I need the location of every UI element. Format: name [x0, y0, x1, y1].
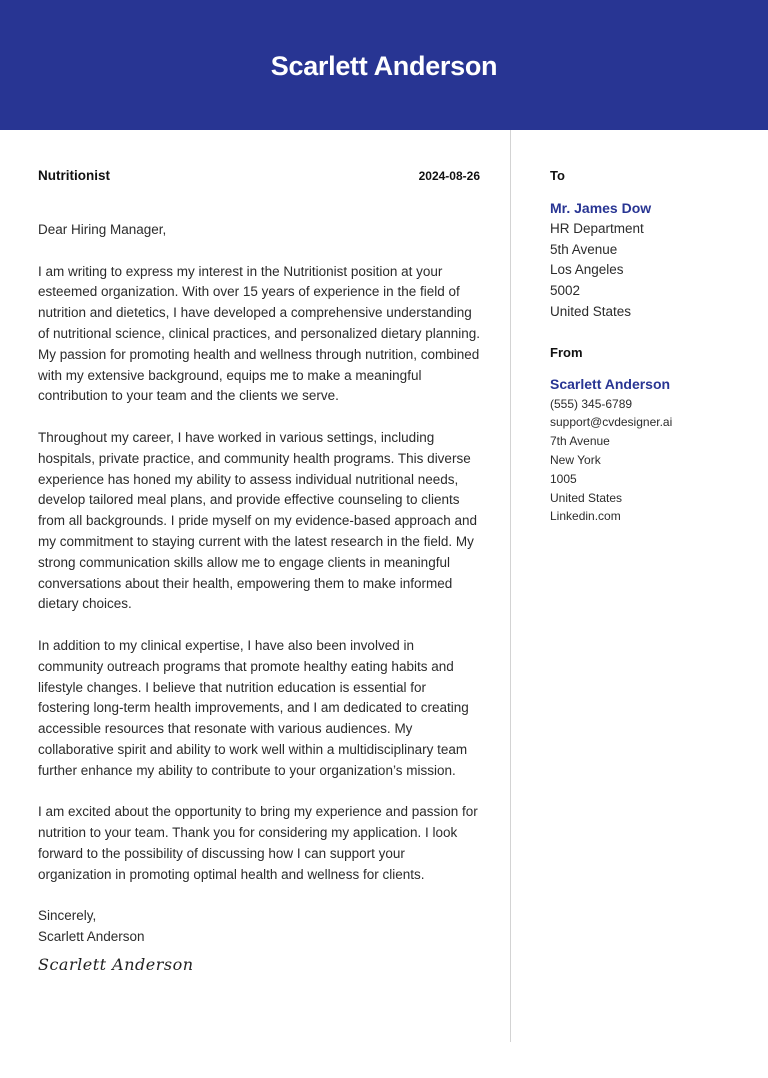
address-sidebar	[550, 168, 750, 526]
from-label: From	[550, 344, 583, 360]
column-divider	[510, 130, 511, 1042]
to-label: To	[550, 168, 565, 183]
header-banner	[0, 0, 768, 130]
sender-linkedin[interactable]: Linkedin.com	[550, 509, 621, 524]
letter-meta	[38, 168, 480, 188]
job-title: Nutritionist	[38, 168, 110, 183]
paragraph-outreach: In addition to my clinical expertise, I have also been involved in community outreach programs that promote healthy eating habits and lifestyle changes. I believe that nutrition education is essential for fostering long-term health improvements, and I am dedicated to creating accessible resources that resonate with various audiences. My collaborative spirit and ability to work well within a multidisciplinary team further enhance my ability to contribute to your organization’s mission.	[38, 637, 469, 778]
paragraph-closing: I am excited about the opportunity to bring my experience and passion for nutrition to your team. Thank you for considering my application. I look forward to the possibility of discussing how I can support your organization in promoting optimal health and wellness for clients.	[38, 804, 478, 882]
sender-email[interactable]: support@cvdesigner.ai	[550, 415, 673, 430]
recipient-zip: 5002	[550, 283, 581, 299]
sender-country: United States	[550, 490, 623, 505]
applicant-name: Scarlett Anderson	[270, 50, 498, 81]
paragraph-intro: I am writing to express my interest in the Nutritionist position at your esteemed organization. With over 15 years of experience in the field of nutrition and dietetics, I have developed a comprehensive understanding of nutritional science, clinical practices, and personalized dietary planning. My passion for promoting health and wellness through nutrition, combined with my extensive background, equips me to make a meaningful contribution to your team and the clients we serve.	[38, 263, 480, 404]
sender-phone[interactable]: (555) 345-6789	[550, 396, 633, 411]
recipient-city: Los Angeles	[550, 262, 624, 278]
recipient-department: HR Department	[550, 220, 644, 236]
sender-street: 7th Avenue	[550, 434, 610, 449]
salutation: Dear Hiring Manager,	[38, 222, 167, 237]
recipient-country: United States	[550, 303, 632, 319]
recipient-street: 5th Avenue	[550, 241, 618, 257]
recipient-name: Mr. James Dow	[550, 200, 652, 216]
sender-name: Scarlett Anderson	[550, 375, 671, 392]
closing-name: Scarlett Anderson	[38, 929, 145, 945]
signature: Scarlett Anderson	[38, 954, 194, 974]
paragraph-experience: Throughout my career, I have worked in various settings, including hospitals, private practice, and community health programs. This diverse experience has honed my ability to assess individual nutritional needs, develop tailored meal plans, and provide effective counseling to clients from all backgrounds. I pride myself on my evidence-based approach and my commitment to staying current with the latest research in the field. My strong communication skills allow me to engage clients in meaningful conversations about their health, empowering them to make informed dietary choices.	[38, 429, 477, 612]
sender-zip: 1005	[550, 471, 577, 486]
letter-body	[38, 168, 480, 974]
closing-block	[38, 906, 480, 948]
closing-phrase: Sincerely,	[38, 908, 97, 924]
letter-date: 2024-08-26	[418, 169, 480, 183]
sender-city: New York	[550, 452, 601, 467]
